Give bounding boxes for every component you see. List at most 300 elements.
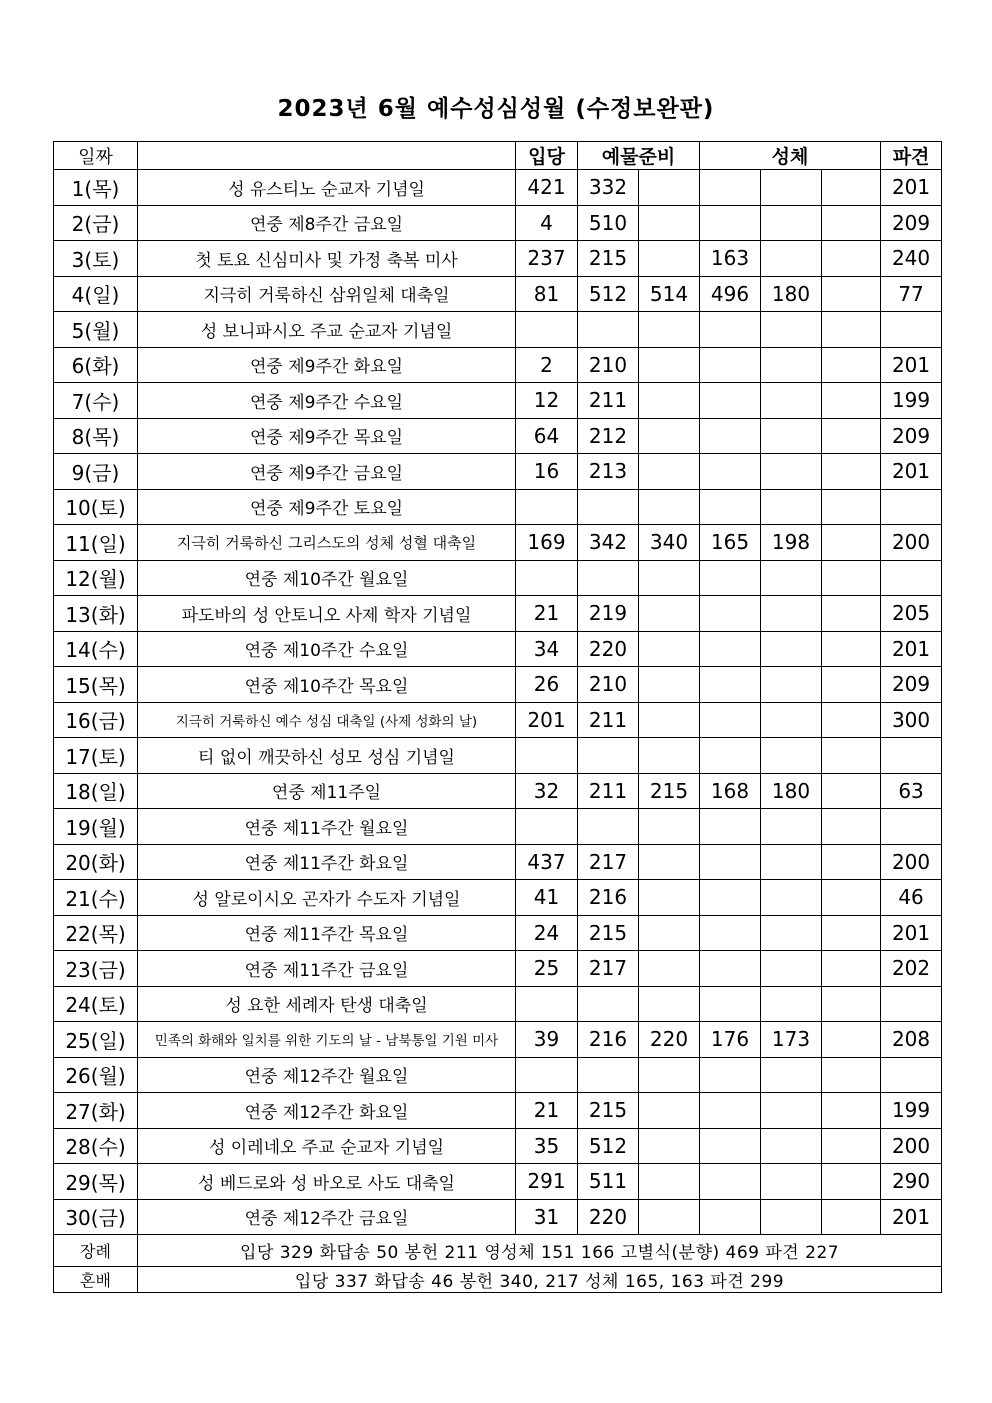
number-cell: 201 — [881, 170, 942, 206]
feast-cell: 연중 제10주간 월요일 — [138, 560, 516, 596]
number-cell: 290 — [881, 1164, 942, 1200]
table-row — [54, 560, 942, 596]
schedule-table — [53, 141, 942, 1293]
number-cell — [822, 702, 881, 738]
header-day: 일짜 — [54, 142, 138, 170]
feast-cell: 연중 제9주간 화요일 — [138, 347, 516, 383]
number-cell — [516, 312, 578, 348]
number-cell — [700, 880, 761, 916]
day-cell: 4(일) — [54, 276, 138, 312]
number-cell — [639, 702, 700, 738]
number-cell: 220 — [639, 1022, 700, 1058]
number-cell — [881, 738, 942, 774]
number-cell — [700, 809, 761, 845]
table-row — [54, 880, 942, 916]
number-cell — [761, 418, 822, 454]
number-cell: 201 — [881, 454, 942, 490]
day-cell: 23(금) — [54, 951, 138, 987]
number-cell: 4 — [516, 205, 578, 241]
number-cell: 220 — [578, 631, 639, 667]
number-cell — [700, 915, 761, 951]
number-cell — [639, 347, 700, 383]
number-cell — [822, 525, 881, 561]
number-cell — [639, 241, 700, 277]
header-ipdang: 입당 — [516, 142, 578, 170]
footer-row-funeral — [54, 1235, 942, 1267]
number-cell — [822, 383, 881, 419]
number-cell — [700, 1128, 761, 1164]
feast-cell: 연중 제10주간 목요일 — [138, 667, 516, 703]
number-cell — [639, 880, 700, 916]
number-cell: 12 — [516, 383, 578, 419]
number-cell — [761, 347, 822, 383]
number-cell: 209 — [881, 667, 942, 703]
number-cell: 496 — [700, 276, 761, 312]
number-cell — [639, 809, 700, 845]
day-cell: 15(목) — [54, 667, 138, 703]
number-cell: 199 — [881, 383, 942, 419]
feast-cell: 연중 제12주간 화요일 — [138, 1093, 516, 1129]
day-cell: 5(월) — [54, 312, 138, 348]
table-row — [54, 241, 942, 277]
day-cell: 2(금) — [54, 205, 138, 241]
number-cell — [761, 702, 822, 738]
number-cell — [761, 1128, 822, 1164]
number-cell — [639, 1164, 700, 1200]
number-cell: 200 — [881, 525, 942, 561]
number-cell — [822, 1199, 881, 1235]
number-cell — [761, 631, 822, 667]
feast-cell: 파도바의 성 안토니오 사제 학자 기념일 — [138, 596, 516, 632]
number-cell — [822, 631, 881, 667]
number-cell: 514 — [639, 276, 700, 312]
number-cell: 201 — [881, 631, 942, 667]
table-row — [54, 773, 942, 809]
day-cell: 26(월) — [54, 1057, 138, 1093]
day-cell: 29(목) — [54, 1164, 138, 1200]
number-cell — [761, 454, 822, 490]
number-cell — [639, 738, 700, 774]
day-cell: 24(토) — [54, 986, 138, 1022]
table-row — [54, 844, 942, 880]
footer-text: 입당 329 화답송 50 봉헌 211 영성체 151 166 고별식(분향) 469 파견 227 — [138, 1235, 942, 1267]
table-row — [54, 418, 942, 454]
feast-cell: 지극히 거룩하신 예수 성심 대축일 (사제 성화의 날) — [138, 702, 516, 738]
table-row — [54, 1128, 942, 1164]
number-cell — [881, 986, 942, 1022]
number-cell: 31 — [516, 1199, 578, 1235]
number-cell — [700, 383, 761, 419]
number-cell — [639, 1199, 700, 1235]
number-cell — [822, 418, 881, 454]
table-row — [54, 276, 942, 312]
number-cell: 32 — [516, 773, 578, 809]
number-cell — [516, 986, 578, 1022]
number-cell: 209 — [881, 418, 942, 454]
number-cell: 340 — [639, 525, 700, 561]
number-cell: 201 — [881, 915, 942, 951]
number-cell: 211 — [578, 773, 639, 809]
day-cell: 22(목) — [54, 915, 138, 951]
number-cell — [516, 1057, 578, 1093]
number-cell — [578, 738, 639, 774]
feast-cell: 연중 제10주간 수요일 — [138, 631, 516, 667]
feast-cell: 연중 제11주간 월요일 — [138, 809, 516, 845]
table-row — [54, 809, 942, 845]
number-cell: 165 — [700, 525, 761, 561]
feast-cell: 연중 제11주간 화요일 — [138, 844, 516, 880]
number-cell: 201 — [516, 702, 578, 738]
number-cell: 25 — [516, 951, 578, 987]
number-cell — [761, 915, 822, 951]
header-pagyeon: 파견 — [881, 142, 942, 170]
feast-cell: 성 베드로와 성 바오로 사도 대축일 — [138, 1164, 516, 1200]
number-cell — [822, 489, 881, 525]
number-cell: 212 — [578, 418, 639, 454]
number-cell — [822, 1057, 881, 1093]
number-cell — [822, 205, 881, 241]
table-row — [54, 205, 942, 241]
number-cell — [700, 560, 761, 596]
number-cell — [700, 454, 761, 490]
table-row — [54, 347, 942, 383]
number-cell — [761, 489, 822, 525]
feast-cell: 민족의 화해와 일치를 위한 기도의 날 - 남북통일 기원 미사 — [138, 1022, 516, 1058]
number-cell: 215 — [578, 241, 639, 277]
number-cell: 163 — [700, 241, 761, 277]
number-cell — [578, 489, 639, 525]
number-cell: 512 — [578, 276, 639, 312]
footer-row-wedding — [54, 1267, 942, 1293]
day-cell: 20(화) — [54, 844, 138, 880]
table-row — [54, 170, 942, 206]
number-cell — [761, 809, 822, 845]
table-row — [54, 312, 942, 348]
day-cell: 27(화) — [54, 1093, 138, 1129]
table-row — [54, 1164, 942, 1200]
number-cell: 300 — [881, 702, 942, 738]
feast-cell: 성 유스티노 순교자 기념일 — [138, 170, 516, 206]
number-cell — [639, 489, 700, 525]
number-cell — [822, 241, 881, 277]
number-cell: 169 — [516, 525, 578, 561]
number-cell: 210 — [578, 667, 639, 703]
number-cell — [639, 560, 700, 596]
number-cell — [881, 1057, 942, 1093]
header-seongche: 성체 — [700, 142, 881, 170]
feast-cell: 첫 토요 신심미사 및 가정 축복 미사 — [138, 241, 516, 277]
number-cell: 215 — [578, 915, 639, 951]
footer-label: 장례 — [54, 1235, 138, 1267]
number-cell: 77 — [881, 276, 942, 312]
number-cell: 217 — [578, 951, 639, 987]
table-row — [54, 489, 942, 525]
number-cell — [761, 241, 822, 277]
number-cell — [761, 1057, 822, 1093]
number-cell — [881, 560, 942, 596]
number-cell: 237 — [516, 241, 578, 277]
number-cell: 210 — [578, 347, 639, 383]
number-cell — [822, 560, 881, 596]
number-cell — [822, 312, 881, 348]
number-cell: 41 — [516, 880, 578, 916]
feast-cell: 성 요한 세례자 탄생 대축일 — [138, 986, 516, 1022]
number-cell: 34 — [516, 631, 578, 667]
number-cell: 437 — [516, 844, 578, 880]
number-cell: 213 — [578, 454, 639, 490]
day-cell: 3(토) — [54, 241, 138, 277]
number-cell: 64 — [516, 418, 578, 454]
feast-cell: 지극히 거룩하신 삼위일체 대축일 — [138, 276, 516, 312]
number-cell — [822, 915, 881, 951]
feast-cell: 연중 제12주간 금요일 — [138, 1199, 516, 1235]
table-row — [54, 1057, 942, 1093]
number-cell — [822, 596, 881, 632]
number-cell — [761, 951, 822, 987]
number-cell — [822, 809, 881, 845]
number-cell — [761, 1199, 822, 1235]
number-cell — [881, 312, 942, 348]
number-cell — [578, 986, 639, 1022]
number-cell — [700, 489, 761, 525]
day-cell: 6(화) — [54, 347, 138, 383]
number-cell — [639, 631, 700, 667]
number-cell — [761, 560, 822, 596]
number-cell — [639, 312, 700, 348]
day-cell: 8(목) — [54, 418, 138, 454]
number-cell — [700, 170, 761, 206]
number-cell: 209 — [881, 205, 942, 241]
number-cell: 201 — [881, 347, 942, 383]
number-cell — [516, 560, 578, 596]
number-cell — [822, 1128, 881, 1164]
number-cell — [822, 844, 881, 880]
number-cell — [578, 1057, 639, 1093]
number-cell — [822, 276, 881, 312]
number-cell — [822, 454, 881, 490]
number-cell — [516, 489, 578, 525]
number-cell — [700, 1164, 761, 1200]
day-cell: 30(금) — [54, 1199, 138, 1235]
number-cell — [700, 1199, 761, 1235]
table-row — [54, 951, 942, 987]
day-cell: 21(수) — [54, 880, 138, 916]
number-cell — [700, 1057, 761, 1093]
number-cell — [700, 631, 761, 667]
feast-cell: 티 없이 깨끗하신 성모 성심 기념일 — [138, 738, 516, 774]
number-cell: 342 — [578, 525, 639, 561]
number-cell: 219 — [578, 596, 639, 632]
number-cell: 26 — [516, 667, 578, 703]
number-cell — [639, 667, 700, 703]
number-cell: 81 — [516, 276, 578, 312]
number-cell: 332 — [578, 170, 639, 206]
number-cell: 205 — [881, 596, 942, 632]
number-cell — [700, 951, 761, 987]
day-cell: 9(금) — [54, 454, 138, 490]
number-cell — [578, 560, 639, 596]
number-cell — [700, 205, 761, 241]
day-cell: 19(월) — [54, 809, 138, 845]
number-cell — [822, 1022, 881, 1058]
number-cell: 39 — [516, 1022, 578, 1058]
table-row — [54, 383, 942, 419]
header-feast — [138, 142, 516, 170]
number-cell — [639, 383, 700, 419]
number-cell — [700, 844, 761, 880]
number-cell: 240 — [881, 241, 942, 277]
number-cell — [639, 1057, 700, 1093]
number-cell — [578, 312, 639, 348]
day-cell: 14(수) — [54, 631, 138, 667]
number-cell — [822, 347, 881, 383]
number-cell — [516, 738, 578, 774]
number-cell — [639, 1128, 700, 1164]
day-cell: 12(월) — [54, 560, 138, 596]
table-row — [54, 1022, 942, 1058]
feast-cell: 연중 제11주일 — [138, 773, 516, 809]
feast-cell: 연중 제8주간 금요일 — [138, 205, 516, 241]
day-cell: 1(목) — [54, 170, 138, 206]
number-cell: 220 — [578, 1199, 639, 1235]
table-row — [54, 631, 942, 667]
page-title: 2023년 6월 예수성심성월 (수정보완판) — [277, 96, 715, 122]
number-cell — [822, 738, 881, 774]
day-cell: 13(화) — [54, 596, 138, 632]
number-cell — [761, 844, 822, 880]
number-cell — [639, 1093, 700, 1129]
day-cell: 28(수) — [54, 1128, 138, 1164]
number-cell — [761, 986, 822, 1022]
table-row — [54, 454, 942, 490]
number-cell — [639, 418, 700, 454]
number-cell: 211 — [578, 383, 639, 419]
number-cell — [761, 170, 822, 206]
number-cell — [700, 596, 761, 632]
number-cell — [822, 773, 881, 809]
number-cell — [700, 702, 761, 738]
header-yemul: 예물준비 — [578, 142, 700, 170]
number-cell: 211 — [578, 702, 639, 738]
number-cell: 202 — [881, 951, 942, 987]
number-cell: 21 — [516, 1093, 578, 1129]
number-cell — [700, 986, 761, 1022]
number-cell — [761, 205, 822, 241]
number-cell — [639, 205, 700, 241]
number-cell: 200 — [881, 1128, 942, 1164]
number-cell: 46 — [881, 880, 942, 916]
number-cell — [822, 880, 881, 916]
table-row — [54, 702, 942, 738]
number-cell: 215 — [639, 773, 700, 809]
number-cell — [639, 596, 700, 632]
number-cell: 217 — [578, 844, 639, 880]
number-cell — [700, 1093, 761, 1129]
day-cell: 10(토) — [54, 489, 138, 525]
number-cell: 2 — [516, 347, 578, 383]
day-cell: 18(일) — [54, 773, 138, 809]
number-cell — [822, 1093, 881, 1129]
number-cell: 421 — [516, 170, 578, 206]
number-cell: 216 — [578, 880, 639, 916]
number-cell: 216 — [578, 1022, 639, 1058]
number-cell — [822, 986, 881, 1022]
feast-cell: 연중 제11주간 금요일 — [138, 951, 516, 987]
table-row — [54, 915, 942, 951]
number-cell — [761, 596, 822, 632]
table-row — [54, 1199, 942, 1235]
number-cell — [881, 809, 942, 845]
feast-cell: 지극히 거룩하신 그리스도의 성체 성혈 대축일 — [138, 525, 516, 561]
number-cell — [700, 312, 761, 348]
number-cell — [700, 347, 761, 383]
number-cell — [639, 951, 700, 987]
number-cell: 512 — [578, 1128, 639, 1164]
number-cell: 510 — [578, 205, 639, 241]
feast-cell: 연중 제9주간 수요일 — [138, 383, 516, 419]
number-cell: 168 — [700, 773, 761, 809]
number-cell — [578, 809, 639, 845]
number-cell — [761, 667, 822, 703]
day-cell: 7(수) — [54, 383, 138, 419]
feast-cell: 성 보니파시오 주교 순교자 기념일 — [138, 312, 516, 348]
footer-text: 입당 337 화답송 46 봉헌 340, 217 성체 165, 163 파견 299 — [138, 1267, 942, 1293]
number-cell: 35 — [516, 1128, 578, 1164]
number-cell — [761, 880, 822, 916]
table-row — [54, 738, 942, 774]
feast-cell: 연중 제9주간 금요일 — [138, 454, 516, 490]
number-cell: 180 — [761, 276, 822, 312]
number-cell: 176 — [700, 1022, 761, 1058]
number-cell: 16 — [516, 454, 578, 490]
number-cell — [639, 844, 700, 880]
number-cell — [700, 738, 761, 774]
table-row — [54, 667, 942, 703]
number-cell — [639, 986, 700, 1022]
number-cell — [516, 809, 578, 845]
day-cell: 25(일) — [54, 1022, 138, 1058]
number-cell — [822, 1164, 881, 1200]
table-row — [54, 986, 942, 1022]
number-cell — [822, 667, 881, 703]
number-cell: 63 — [881, 773, 942, 809]
header-row — [54, 142, 942, 170]
feast-cell: 성 알로이시오 곤자가 수도자 기념일 — [138, 880, 516, 916]
number-cell: 180 — [761, 773, 822, 809]
number-cell — [761, 1093, 822, 1129]
footer-label: 혼배 — [54, 1267, 138, 1293]
table-row — [54, 596, 942, 632]
number-cell — [761, 383, 822, 419]
table-row — [54, 1093, 942, 1129]
number-cell — [700, 667, 761, 703]
number-cell: 208 — [881, 1022, 942, 1058]
number-cell — [761, 1164, 822, 1200]
number-cell: 291 — [516, 1164, 578, 1200]
number-cell — [761, 738, 822, 774]
day-cell: 16(금) — [54, 702, 138, 738]
table-row — [54, 525, 942, 561]
number-cell — [639, 454, 700, 490]
feast-cell: 연중 제9주간 토요일 — [138, 489, 516, 525]
feast-cell: 성 이레네오 주교 순교자 기념일 — [138, 1128, 516, 1164]
feast-cell: 연중 제11주간 목요일 — [138, 915, 516, 951]
number-cell — [761, 312, 822, 348]
number-cell: 200 — [881, 844, 942, 880]
feast-cell: 연중 제12주간 월요일 — [138, 1057, 516, 1093]
number-cell: 198 — [761, 525, 822, 561]
number-cell — [639, 170, 700, 206]
